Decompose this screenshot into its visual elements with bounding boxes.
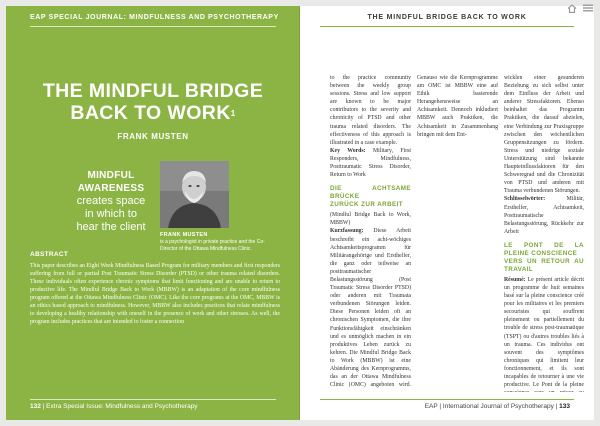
author-name: FRANK MUSTEN xyxy=(117,132,189,141)
title-line-2 xyxy=(6,102,300,124)
left-footer xyxy=(30,403,198,410)
right-footer-text: EAP | International Journal of Psychotherapy | xyxy=(424,403,558,410)
col1-keywords-label: Key Words: xyxy=(330,147,366,154)
left-head-rule xyxy=(30,26,276,27)
title-line-1: THE MINDFUL BRIDGE xyxy=(42,80,264,102)
french-heading-line-2: VERS UN RETOUR AU TRAVAIL xyxy=(504,257,584,273)
german-keywords xyxy=(504,195,584,235)
viewer-toolbar xyxy=(566,3,594,13)
pull-quote-line-2: AWARENESS xyxy=(77,183,145,194)
german-heading-line-1: DIE ACHTSAME BRÜCKE xyxy=(330,185,411,201)
right-running-head: THE MINDFUL BRIDGE BACK TO WORK xyxy=(367,14,527,21)
german-keywords-label: Schlüsselwörter: xyxy=(504,196,546,203)
german-keywords-text: Militär, Ersthelfer, Achtsamkeit, Posttraumatische Belastungsstörung, Rückkehr zur Arbeit xyxy=(504,196,584,235)
german-heading xyxy=(330,185,411,209)
author-photo-illustration xyxy=(160,161,229,228)
left-running-head: EAP SPECIAL JOURNAL: MINDFULNESS AND PSYCHOTHERAPY xyxy=(30,14,279,21)
pull-quote-line-1: MINDFUL xyxy=(87,170,135,181)
col1-paragraph: to the practice community between the weekly group sessions. Stress and low support are known to be major contributors to the severity and chronicity of PTSD and other trauma related disorders. The effectiveness of this approach is illustrated in a case example. xyxy=(330,75,411,146)
french-heading-line-1: LE PONT DE LA PLEINE CONSCIENCE xyxy=(504,241,584,257)
col1-keywords-text: Military, First Responders, Mindfulness, Posttraumatic Stress Disorder, Return to Work xyxy=(330,147,412,179)
col1-keywords xyxy=(330,147,411,179)
menu-icon[interactable] xyxy=(582,3,594,13)
title-footnote-marker: 1 xyxy=(230,109,236,118)
left-foot-rule xyxy=(30,399,276,400)
german-heading-line-2: ZURÜCK ZUR ARBEIT xyxy=(330,201,404,209)
column-3 xyxy=(504,74,584,392)
left-footer-sep: | xyxy=(42,403,47,410)
right-page xyxy=(300,6,594,420)
french-heading xyxy=(504,242,584,274)
right-footer xyxy=(425,403,570,410)
german-subtitle: (Mindful Bridge Back to Work, MBBW) xyxy=(330,212,411,227)
pull-quote xyxy=(66,169,156,234)
french-abstract xyxy=(504,276,584,392)
article-title xyxy=(6,80,300,124)
french-abstract-label: Résumé: xyxy=(504,276,526,283)
pull-quote-line-5: hear the client xyxy=(76,221,146,233)
col2-german-continuation: wicklen einer gesunderen Beziehung zu sich selbst unter dem Einfluss der Arbeit und anderer Stressfaktoren. Ebenso beinhaltet das Programm Praktiken, die darauf abzielen, eine Verbindung zur Praxisgruppe zwischen den wöchentlichen Gruppensitzungen zu fördern. Stress und niedrige soziale Unterstützung sind bekannte Haupteinflussfaktoren für den Schweregrad und die Chronizität von PTSD und anderen mit Trauma verbundenen Störungen. xyxy=(504,75,584,195)
pull-quote-line-4: in which to xyxy=(85,208,137,220)
author-photo xyxy=(160,161,229,228)
abstract-body: This paper describes an Eight Week Mindfulness Based Program for military members and first responders suffering from full or partial Post Traumatic Stress Disorder (PTSD) or other trauma related disorders. These individuals often experience chronic symptoms that limit functioning and are unable to return to productive life. The Mindful Bridge Back to Work (MBBW) is an adaptation of the core mindfulness program offered at the Ottawa Mindfulness Clinic (OMC). Like the core programs at the OMC, MBBW is an ethics based approach to mindfulness. However, MBBW also includes practices that relate mindfulness to developing a healthy relationship with oneself in the presence of work and other stresses. As well, the program includes practices that are intended to foster a connection xyxy=(30,263,280,325)
right-head-rule xyxy=(320,26,574,27)
left-page-number: 132 xyxy=(30,403,41,410)
abstract-section xyxy=(30,251,280,412)
caption-name: FRANK MUSTEN xyxy=(160,232,208,238)
caption-text: is a psychologist in private practice and the Co-Director of the Ottawa Mindfulness Clinic. xyxy=(160,239,265,252)
pull-quote-line-3: creates space xyxy=(76,195,146,207)
left-page xyxy=(6,6,300,420)
right-foot-rule xyxy=(320,399,574,400)
german-abstract-label: Kurzfassung: xyxy=(330,228,364,235)
german-abstract-text: Diese Arbeit beschreibt ein acht-wöchiges Achtsamkeitsprogramm für Militärangehörige und Ersthelfer, die ganz oder teilweise an posttraumatischer Belastungsstörung (Post Traumatic Stress Disorder PTSD) oder anderen mit Traumata verbundenen Störungen leiden. Diese Personen leiden oft an chronischen Symptomen, die ihre Funktionsfähigkeit einschränken und es unmöglich machen in ein produktives Leben zurück zu kehren. Die Mindful Bridge Back to Work (MBBW) ist eine Abänderung des Kernprogramms, das an der Ottawa Mindfulness Clinic (OMC) angeboten wird. Genauso wie die Kernprogramme am OMC ist MBBW eine auf Ethik basierende Herangehensweise an Achtsamkeit. Dennoch inkludiert MBBW auch Praktiken, die Achtsamkeit in Zusammenhang bringen mit dem Ent- xyxy=(330,75,498,389)
abstract-heading: ABSTRACT xyxy=(30,251,69,258)
column-1 xyxy=(330,74,498,392)
right-page-number: 133 xyxy=(559,403,570,410)
title-line-2-text: BACK TO WORK xyxy=(70,102,231,124)
french-abstract-text: Le présent article décrit un programme de huit semaines basé sur la pleine conscience créé pour les militaires et les premiers secouristes qui souffrent pleinement ou partiellement du trouble de stress post-traumatique (TSPT) ou d'autres troubles liés à un trauma. Ces individus ont souvent des symptômes chroniques qui limitent leur fonctionnement, et ils sont incapables de retourner à une vie productive. Le Pont de la pleine xyxy=(504,276,584,389)
left-footer-text: Extra Special Issue: Mindfulness and Psychotherapy xyxy=(46,403,198,410)
home-icon[interactable] xyxy=(566,3,578,13)
journal-spread xyxy=(6,6,594,420)
